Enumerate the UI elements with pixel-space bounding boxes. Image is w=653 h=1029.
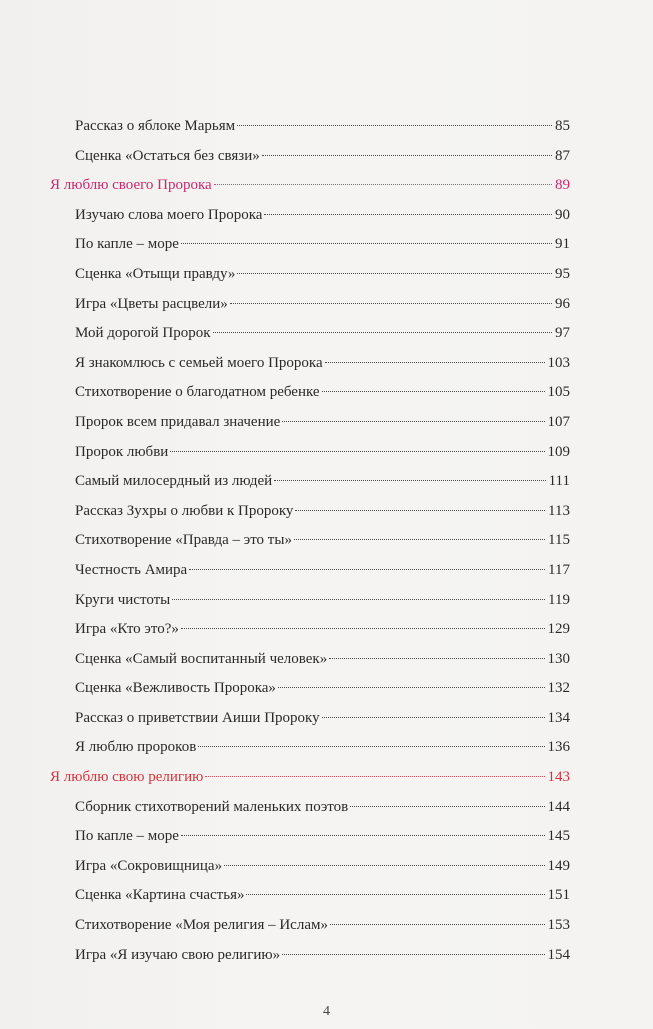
toc-entry (50, 556, 570, 586)
toc-entry (50, 290, 570, 320)
toc-entry-page: 143 (547, 769, 570, 786)
toc-entry-title: Сценка «Вежливость Пророка» (75, 680, 276, 697)
toc-entry-page: 85 (555, 118, 570, 134)
dot-leader (264, 214, 552, 215)
toc-entry-page: 105 (547, 384, 570, 401)
toc-entry (50, 674, 570, 704)
toc-entry-page: 154 (547, 946, 570, 963)
toc-entry-title: Сценка «Отыщи правду» (75, 265, 236, 282)
toc-entry-page: 109 (547, 443, 570, 460)
dot-leader (322, 717, 545, 718)
toc-entry (50, 438, 570, 468)
dot-leader (214, 184, 552, 185)
toc-entry-page: 145 (547, 828, 570, 845)
dot-leader (295, 510, 545, 511)
toc-entry-page: 117 (548, 561, 570, 578)
dot-leader (278, 687, 545, 688)
dot-leader (282, 954, 544, 955)
toc-entry (50, 733, 570, 763)
toc-entry-page: 103 (547, 354, 570, 371)
toc-entry-title: По капле – море (75, 828, 179, 845)
toc-entry (50, 378, 570, 408)
toc-entry-page: 136 (547, 739, 570, 756)
dot-leader (350, 806, 544, 807)
toc-entry-page: 115 (548, 532, 570, 549)
toc-entry (50, 112, 570, 142)
toc-entry-title: Изучаю слова моего Пророка (75, 206, 263, 223)
toc-entry (50, 852, 570, 882)
toc-entry-page: 107 (547, 413, 570, 430)
toc-entry-page: 111 (548, 473, 570, 490)
toc-entry-title: Сборник стихотворений маленьких поэтов (75, 798, 349, 815)
toc-entry-title: Честность Амира (75, 561, 188, 578)
dot-leader (172, 599, 545, 600)
toc-entry-title: Круги чистоты (75, 591, 171, 608)
toc-entry-title: Пророк всем придавал значение (75, 413, 281, 430)
toc-entry (50, 881, 570, 911)
toc-entry (50, 260, 570, 290)
toc-entry (50, 822, 570, 852)
toc-entry (50, 319, 570, 349)
toc-entry (50, 911, 570, 941)
dot-leader (181, 628, 545, 629)
toc-entry-page: 90 (555, 206, 570, 223)
toc-entry-title: Сценка «Самый воспитанный человек» (75, 650, 328, 667)
toc-entry-page: 144 (547, 798, 570, 815)
toc-entry-page: 149 (547, 857, 570, 874)
toc-entry-title: Я люблю пророков (75, 739, 197, 756)
dot-leader (181, 243, 552, 244)
dot-leader (246, 894, 544, 895)
dot-leader (230, 303, 552, 304)
toc-entry (50, 497, 570, 527)
toc-entry-page: 95 (555, 265, 570, 282)
toc-entry-page: 89 (555, 177, 570, 194)
toc-entry-title: Рассказ Зухры о любви к Пророку (75, 502, 294, 519)
toc-entry-title: Я знакомлюсь с семьей моего Пророка (75, 354, 323, 371)
dot-leader (237, 273, 552, 274)
toc-entry (50, 230, 570, 260)
toc-entry (50, 586, 570, 616)
dot-leader (205, 776, 544, 777)
dot-leader (325, 362, 545, 363)
toc-entry (50, 408, 570, 438)
toc-entry (50, 349, 570, 379)
toc-entry-page: 130 (547, 650, 570, 667)
toc-entry-title: По капле – море (75, 236, 179, 253)
dot-leader (237, 125, 552, 126)
toc-entry-page: 129 (547, 621, 570, 638)
toc-entry-title: Сценка «Остаться без связи» (75, 147, 260, 164)
toc-entry-title: Стихотворение «Моя религия – Ислам» (75, 917, 328, 934)
toc-entry-page: 113 (548, 502, 570, 519)
toc-entry-page: 119 (548, 591, 570, 608)
toc-entry-page: 132 (547, 680, 570, 697)
toc-entry (50, 526, 570, 556)
toc-entry-title: Игра «Кто это?» (75, 621, 179, 638)
toc-entry-page: 97 (555, 325, 570, 342)
toc-entry-title: Сценка «Картина счастья» (75, 887, 245, 904)
toc-entry-title: Игра «Я изучаю свою религию» (75, 946, 281, 963)
toc-entry-page: 91 (555, 236, 570, 253)
dot-leader (181, 835, 545, 836)
toc-entry (50, 615, 570, 645)
dot-leader (274, 480, 545, 481)
toc-entry-page: 87 (555, 147, 570, 164)
toc-entry-title: Я люблю своего Пророка (50, 177, 212, 194)
toc-entry (50, 645, 570, 675)
dot-leader (330, 924, 545, 925)
toc-entry-page: 134 (547, 709, 570, 726)
toc-entry-page: 96 (555, 295, 570, 312)
dot-leader (213, 332, 552, 333)
dot-leader (329, 658, 544, 659)
toc-entry (50, 941, 570, 971)
toc-entry-title: Самый милосердный из людей (75, 473, 273, 490)
toc-entry (50, 704, 570, 734)
toc-section-heading (50, 171, 570, 201)
toc-entry-title: Рассказ о приветствии Аиши Пророку (75, 709, 320, 726)
dot-leader (322, 391, 545, 392)
toc-entry-title: Игра «Сокровищница» (75, 857, 223, 874)
page-number: 4 (323, 1004, 330, 1019)
toc-entry (50, 142, 570, 172)
toc-entry-title: Пророк любви (75, 443, 169, 460)
toc-entry (50, 201, 570, 231)
toc-entry-title: Мой дорогой Пророк (75, 325, 211, 342)
toc-entry-title: Стихотворение о благодатном ребенке (75, 384, 320, 401)
toc-entry-title: Стихотворение «Правда – это ты» (75, 532, 292, 549)
dot-leader (189, 569, 545, 570)
toc-entry-title: Я люблю свою религию (50, 769, 204, 786)
dot-leader (262, 155, 552, 156)
toc-entry-title: Игра «Цветы расцвели» (75, 295, 228, 312)
toc-entry-page: 153 (547, 917, 570, 934)
toc-entry-page: 151 (547, 887, 570, 904)
toc-entry (50, 793, 570, 823)
dot-leader (170, 451, 544, 452)
toc-section-heading (50, 763, 570, 793)
dot-leader (198, 746, 544, 747)
dot-leader (294, 539, 545, 540)
table-of-contents (50, 112, 570, 970)
toc-entry (50, 467, 570, 497)
toc-entry-title: Рассказ о яблоке Марьям (75, 118, 236, 134)
dot-leader (224, 865, 544, 866)
dot-leader (282, 421, 544, 422)
